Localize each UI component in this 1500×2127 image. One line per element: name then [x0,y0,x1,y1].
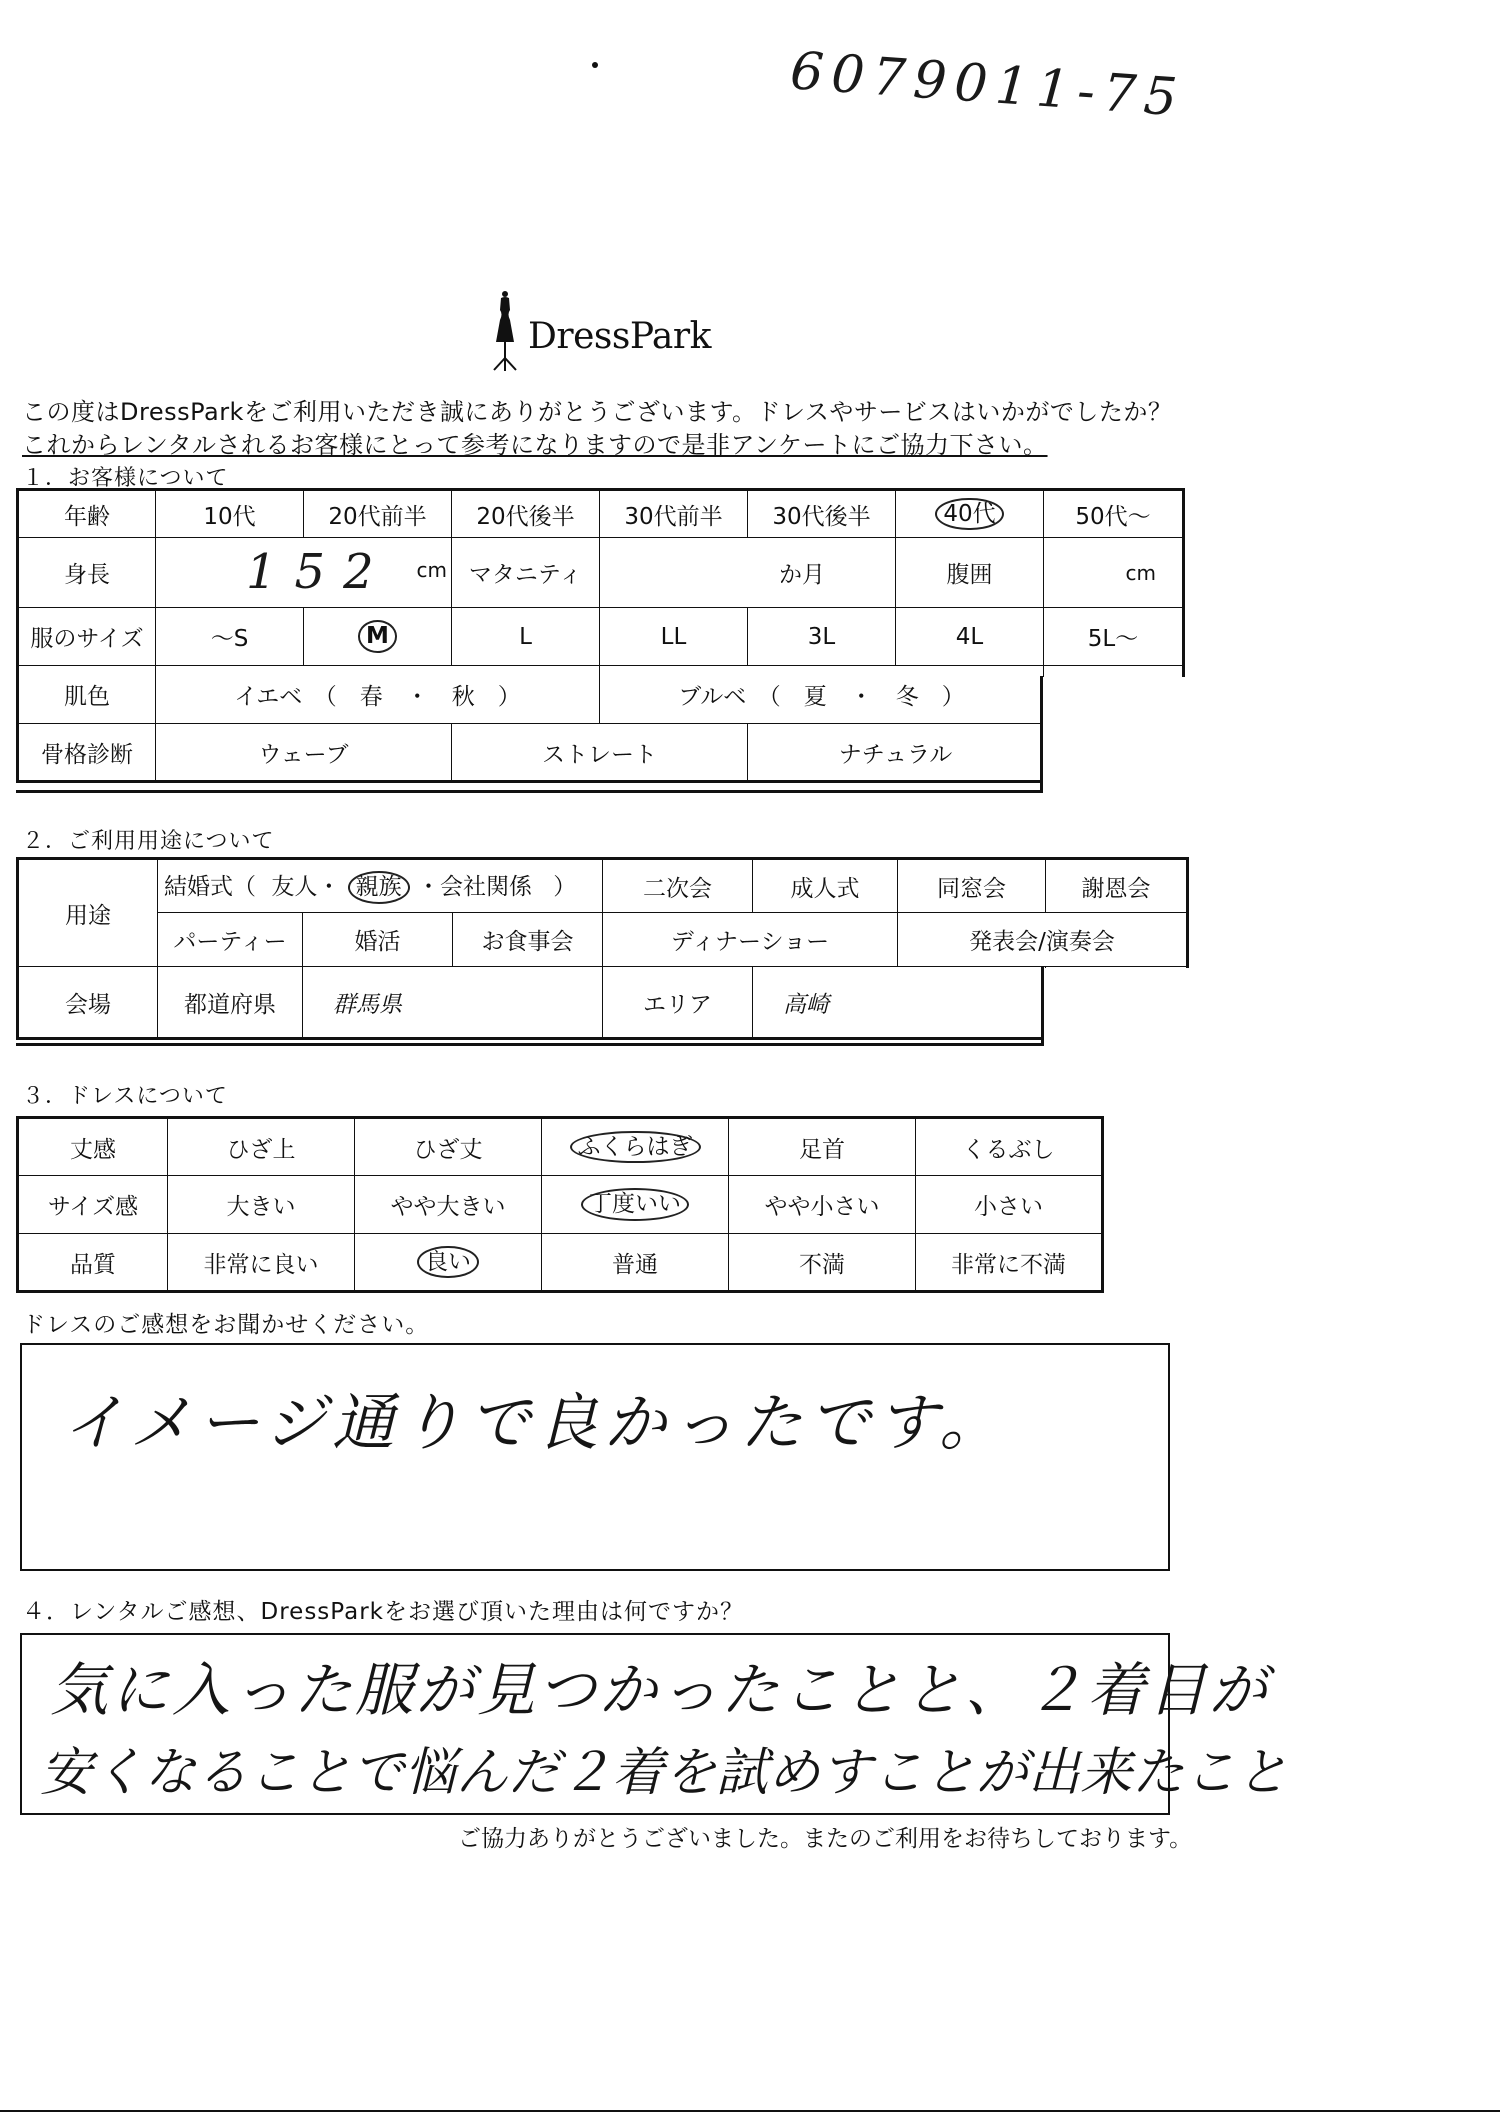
wedding-option[interactable] [158,859,603,913]
age-row [18,490,1184,538]
customer-table [16,488,1185,783]
section-2-title: ２．ご利用用途について [22,829,275,854]
intro-line-1: この度はDressParkをご利用いただき誠にありがとうございます。ドレスやサービスはいかがでしたか？ [22,398,1173,426]
quality-row [18,1234,1103,1292]
skin-yellow-option[interactable]: イエベ （ 春 ・ 秋 ） [156,666,600,724]
reason-text-line-2: 安くなることで悩んだ２着を試めすことが出来たこと [40,1743,1289,1803]
section-3-title: ３．ドレスについて [22,1084,228,1109]
reason-text-line-1: 気に入った服が見つかったことと、２着目が [50,1656,1271,1724]
maternity-label: マタニティ [452,538,600,608]
purpose-option[interactable]: ディナーショー [603,913,898,967]
fit-option[interactable]: やや大きい [355,1176,542,1234]
top-handwritten-note: 6079011-75 [788,41,1187,129]
venue-row [18,967,1188,1039]
height-unit: cm [416,558,447,582]
pref-value[interactable]: 群馬県 [303,967,603,1039]
comment-prompt: ドレスのご感想をお聞かせください。 [22,1312,430,1338]
section-1-title: １．お客様について [22,466,229,491]
usage-table [16,857,1189,1040]
fit-option[interactable]: 大きい [168,1176,355,1234]
skin-blue-option[interactable]: ブルベ （ 夏 ・ 冬 ） [600,666,1044,724]
table-mask [1043,677,1188,795]
dress-comment-text: イメージ通りで良かったです。 [62,1386,1008,1459]
height-value: 152 [246,544,392,600]
quality-option[interactable]: 非常に不満 [916,1234,1103,1292]
wedding-work: ・会社関係 [416,874,532,901]
dress-form-icon [490,290,520,372]
quality-label: 品質 [18,1234,168,1292]
size-option[interactable]: LL [600,608,748,666]
venue-label: 会場 [18,967,158,1039]
fit-option[interactable]: やや小さい [729,1176,916,1234]
frame-row [18,724,1184,782]
skin-label: 肌色 [18,666,156,724]
quality-option[interactable]: 普通 [542,1234,729,1292]
intro-line-2: これからレンタルされるお客様にとって参考になりますので是非アンケートにご協力下さい。 [22,431,1048,459]
quality-option[interactable]: 非常に良い [168,1234,355,1292]
purpose-option[interactable]: 二次会 [603,859,753,913]
age-option[interactable]: 30代後半 [748,490,896,538]
frame-option[interactable]: ストレート [452,724,748,782]
table-edge [1040,676,1043,793]
stray-dot [592,62,598,68]
fit-row [18,1176,1103,1234]
pref-label: 都道府県 [158,967,303,1039]
length-option[interactable]: くるぶし [916,1118,1103,1176]
selection-circle: 良い [417,1246,479,1279]
purpose-option[interactable]: パーティー [158,913,303,967]
reason-box[interactable] [20,1633,1289,1815]
purpose-option[interactable]: 同窓会 [898,859,1046,913]
wedding-suffix: ） [553,874,577,901]
fit-option-selected[interactable] [542,1176,729,1234]
size-option-selected[interactable] [304,608,452,666]
table-edge [16,1043,1044,1046]
length-option[interactable]: 足首 [729,1118,916,1176]
brand-logo [490,290,750,370]
skin-row [18,666,1184,724]
length-option[interactable]: ひざ上 [168,1118,355,1176]
frame-option[interactable]: ウェーブ [156,724,452,782]
selection-circle: 丁度いい [581,1188,689,1221]
quality-option[interactable]: 不満 [729,1234,916,1292]
age-option[interactable]: 10代 [156,490,304,538]
length-option[interactable]: ひざ丈 [355,1118,542,1176]
quality-option-selected[interactable] [355,1234,542,1292]
area-label: エリア [603,967,753,1039]
height-field[interactable] [156,538,452,608]
age-option[interactable]: 50代〜 [1044,490,1184,538]
frame-label: 骨格診断 [18,724,156,782]
age-option[interactable]: 20代前半 [304,490,452,538]
purpose-row-2 [18,913,1188,967]
table-mask [1044,968,1194,1048]
selection-circle: M [358,620,397,653]
size-row [18,608,1184,666]
closing-text: ご協力ありがとうございました。またのご利用をお待ちしております。 [458,1826,1193,1852]
waist-unit: cm [1125,560,1156,585]
purpose-option[interactable]: 謝恩会 [1046,859,1188,913]
size-option[interactable]: L [452,608,600,666]
purpose-option[interactable]: 発表会/演奏会 [898,913,1188,967]
dress-comment-box[interactable] [20,1343,1170,1571]
table-edge [1041,966,1044,1046]
selection-circle: ふくらはぎ [570,1131,701,1164]
size-label: 服のサイズ [18,608,156,666]
height-row [18,538,1184,608]
bottom-rule [0,2110,1500,2112]
maternity-field[interactable] [600,538,896,608]
months-unit: か月 [779,562,825,588]
purpose-row-1 [18,859,1188,913]
section-4-title: ４．レンタルご感想、DressParkをお選び頂いた理由は何ですか？ [22,1599,744,1625]
length-option-selected[interactable] [542,1118,729,1176]
purpose-option[interactable]: 婚活 [303,913,453,967]
size-option[interactable]: 4L [896,608,1044,666]
wedding-family-selected: 親族 [348,871,410,904]
size-option[interactable]: 〜S [156,608,304,666]
dress-table [16,1116,1104,1293]
age-option-selected[interactable] [896,490,1044,538]
purpose-label: 用途 [18,859,158,967]
length-label: 丈感 [18,1118,168,1176]
wedding-friend: 友人・ [271,874,341,901]
frame-option[interactable]: ナチュラル [748,724,1044,782]
age-label: 年齢 [18,490,156,538]
brand-name: DressPark [528,316,711,357]
age-option[interactable]: 30代前半 [600,490,748,538]
selection-circle: 40代 [935,498,1003,531]
area-value[interactable]: 高崎 [753,967,1046,1039]
waist-label: 腹囲 [896,538,1044,608]
size-option[interactable]: 5L〜 [1044,608,1184,666]
size-option[interactable]: 3L [748,608,896,666]
waist-field[interactable] [1044,538,1184,608]
purpose-option[interactable]: 成人式 [753,859,898,913]
length-row [18,1118,1103,1176]
purpose-option[interactable]: お食事会 [453,913,603,967]
height-label: 身長 [18,538,156,608]
wedding-prefix: 結婚式（ [164,874,256,901]
table-edge [16,790,1043,793]
fit-label: サイズ感 [18,1176,168,1234]
age-option[interactable]: 20代後半 [452,490,600,538]
fit-option[interactable]: 小さい [916,1176,1103,1234]
